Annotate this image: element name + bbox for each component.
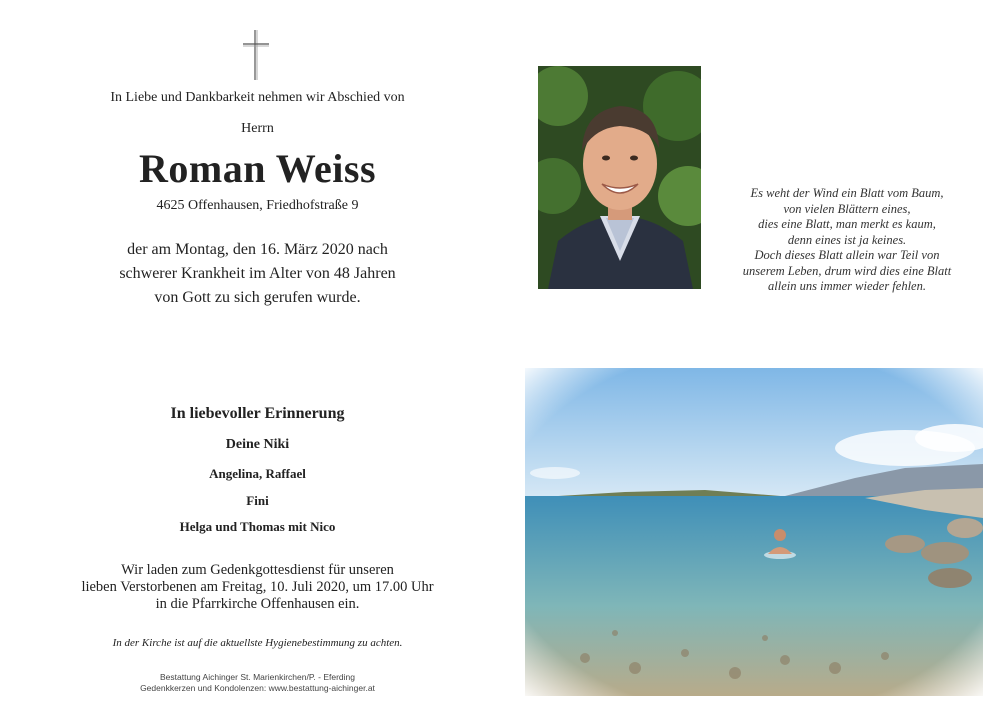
service-line: in die Pfarrkirche Offenhausen ein. <box>155 596 360 612</box>
poem-line: Es weht der Wind ein Blatt vom Baum, <box>750 186 944 200</box>
death-line: schwerer Krankheit im Alter von 48 Jahren <box>119 265 396 282</box>
address: 4625 Offenhausen, Friedhofstraße 9 <box>156 198 359 213</box>
poem-line: Doch dieses Blatt allein war Teil von <box>754 248 940 262</box>
death-statement <box>60 238 455 310</box>
poem <box>718 186 976 295</box>
deceased-name: Roman Weiss <box>138 146 377 191</box>
family-member: Angelina, Raffael <box>209 466 306 481</box>
death-line: der am Montag, den 16. März 2020 nach <box>127 241 388 258</box>
footer-line: Bestattung Aichinger St. Marienkirchen/P. - Eferding <box>160 672 355 682</box>
sea-photo <box>525 368 983 696</box>
funeral-home-footer <box>60 672 455 694</box>
salutation: Herrn <box>241 121 274 136</box>
family-member: Helga und Thomas mit Nico <box>179 519 336 534</box>
poem-line: allein uns immer wieder fehlen. <box>768 279 926 293</box>
poem-line: denn eines ist ja keines. <box>787 232 907 247</box>
poem-line: unserem Leben, drum wird dies eine Blatt <box>742 263 952 278</box>
death-line: von Gott zu sich gerufen wurde. <box>154 289 361 306</box>
memory-title: In liebevoller Erinnerung <box>170 405 345 422</box>
footer-line: Gedenkkerzen und Kondolenzen: www.bestattung-aichinger.at <box>140 683 375 693</box>
intro-text: In Liebe und Dankbarkeit nehmen wir Abschied von <box>110 90 405 105</box>
cross-icon <box>240 28 272 82</box>
portrait-photo <box>538 66 701 289</box>
hygiene-note: In der Kirche ist auf die aktuellste Hygienebestimmung zu achten. <box>112 637 403 649</box>
service-line: Wir laden zum Gedenkgottesdienst für unseren <box>121 562 394 578</box>
family-member: Fini <box>246 493 269 508</box>
family-member: Deine Niki <box>225 437 290 452</box>
service-line: lieben Verstorbenen am Freitag, 10. Juli 2020, um 17.00 Uhr <box>81 579 434 595</box>
poem-line: dies eine Blatt, man merkt es kaum, <box>758 217 936 231</box>
service-invitation <box>60 562 455 613</box>
poem-line: von vielen Blättern eines, <box>783 201 911 216</box>
